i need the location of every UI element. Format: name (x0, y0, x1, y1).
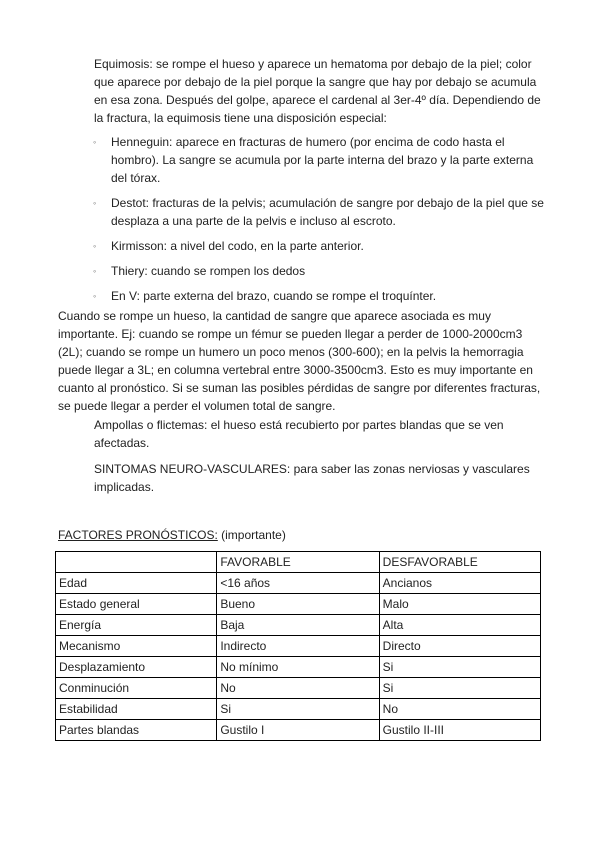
bullet-circle-icon: ◦ (93, 198, 97, 208)
table-cell: Gustilo I (217, 720, 379, 741)
table-row (56, 699, 541, 720)
table-cell: <16 años (217, 573, 379, 594)
list-item-text: Thiery: cuando se rompen los dedos (111, 264, 306, 278)
table-header-row (56, 552, 541, 573)
table-cell: Ancianos (379, 573, 540, 594)
table-cell: Si (379, 678, 540, 699)
factores-title: FACTORES PRONÓSTICOS: (58, 528, 218, 542)
table-cell: Gustilo II-III (379, 720, 540, 741)
table-cell: Mecanismo (56, 636, 217, 657)
table-cell: Baja (217, 615, 379, 636)
list-item (94, 133, 546, 187)
table-cell: Si (379, 657, 540, 678)
table-cell: Estado general (56, 594, 217, 615)
equimosis-types-list (94, 133, 546, 312)
table-cell: No (379, 699, 540, 720)
list-item-text: Destot: fracturas de la pelvis; acumulación de sangre por debajo de la piel que se desplaza a una parte de la pelvis e incluso al escroto. (111, 196, 544, 228)
table-cell: Si (217, 699, 379, 720)
bullet-circle-icon: ◦ (93, 266, 97, 276)
table-cell: Indirecto (217, 636, 379, 657)
list-item (94, 287, 546, 305)
bullet-circle-icon: ◦ (93, 241, 97, 251)
factores-note: (importante) (217, 528, 286, 542)
prognostic-factors-table (55, 551, 541, 741)
list-item (94, 262, 546, 280)
list-item-text: En V: parte externa del brazo, cuando se rompe el troquínter. (111, 289, 437, 303)
bullet-circle-icon: ◦ (93, 137, 97, 147)
header-cell: DESFAVORABLE (379, 552, 540, 573)
list-item (94, 194, 546, 230)
table-cell: No mínimo (217, 657, 379, 678)
equimosis-paragraph: Equimosis: se rompe el hueso y aparece un hematoma por debajo de la piel; color que aparece por debajo de la piel porque la sangre que hay por debajo se acumula en esa zona. Después del golpe, aparece el cardenal al 3er-4º día. Dependiendo de la fractura, la equimosis tiene una disposición especial: (94, 57, 541, 125)
ampollas-paragraph: Ampollas o flictemas: el hueso está recubierto por partes blandas que se ven afectadas. (94, 418, 504, 450)
table-cell: Desplazamiento (56, 657, 217, 678)
table-cell: Energía (56, 615, 217, 636)
table-cell: No (217, 678, 379, 699)
table-cell: Directo (379, 636, 540, 657)
header-cell (56, 552, 217, 573)
table-row (56, 615, 541, 636)
table-row (56, 657, 541, 678)
table-row (56, 678, 541, 699)
table-cell: Conminución (56, 678, 217, 699)
table-row (56, 594, 541, 615)
blood-loss-paragraph: Cuando se rompe un hueso, la cantidad de sangre que aparece asociada es muy importante. Ej: cuando se rompe un fémur se pueden llegar a perder de 1000-2000cm3 (2L); cuando se rompe un humero un poco menos (300-600); en la pelvis la hemorragia puede llegar a 3L; en columna vertebral entre 3000-3500cm3. Esto es muy importante en cuanto al pronóstico. Si se suman las posibles pérdidas de sangre por diferentes fracturas, se puede llegar a perder el volumen total de sangre. (58, 309, 541, 413)
table-cell: Partes blandas (56, 720, 217, 741)
table-cell: Edad (56, 573, 217, 594)
table-row (56, 636, 541, 657)
table-cell: Malo (379, 594, 540, 615)
table-cell: Alta (379, 615, 540, 636)
table-row (56, 573, 541, 594)
header-cell: FAVORABLE (217, 552, 379, 573)
section-title (58, 526, 286, 544)
bullet-circle-icon: ◦ (93, 291, 97, 301)
list-item-text: Kirmisson: a nivel del codo, en la parte anterior. (111, 239, 364, 253)
table-cell: Estabilidad (56, 699, 217, 720)
table-row (56, 720, 541, 741)
sintomas-paragraph: SINTOMAS NEURO-VASCULARES: para saber las zonas nerviosas y vasculares implicadas. (94, 462, 530, 494)
table-cell: Bueno (217, 594, 379, 615)
list-item-text: Henneguin: aparece en fracturas de humero (por encima de codo hasta el hombro). La sangre se acumula por la parte interna del brazo y la parte externa del tórax. (111, 135, 534, 185)
list-item (94, 237, 546, 255)
